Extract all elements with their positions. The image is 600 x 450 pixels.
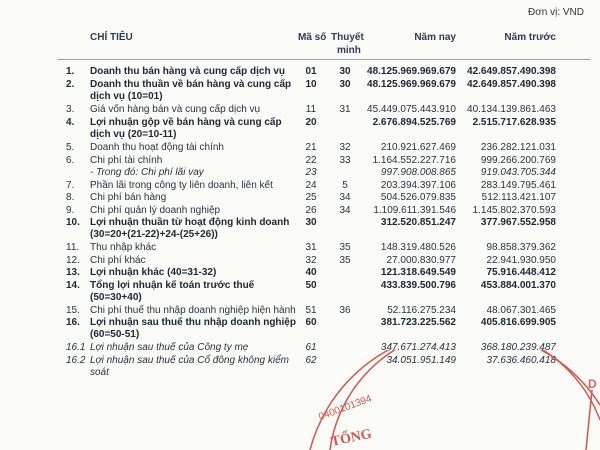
row-previous-year: 512.113.421.107	[481, 192, 556, 203]
row-item-name: Chi phí tài chính	[90, 155, 163, 166]
row-number: 11.	[66, 242, 80, 253]
row-note: 34	[339, 192, 351, 203]
header-divider	[58, 59, 590, 60]
row-number: 9.	[66, 205, 75, 216]
row-code: 01	[305, 66, 317, 77]
row-current-year: 34.051.951.149	[386, 355, 456, 366]
row-item-name: Lợi nhuận sau thuế của Cổ đông không kiểm soát	[90, 355, 289, 378]
row-number: 15.	[66, 305, 80, 316]
seal-right-rim	[586, 390, 592, 450]
seal-fragment: D	[588, 377, 597, 391]
row-number: 8.	[66, 192, 75, 203]
row-item-name: - Trong đó: Chi phí lãi vay	[90, 167, 204, 178]
row-code: 21	[305, 142, 317, 153]
row-note: 30	[339, 66, 351, 77]
row-number: 3.	[66, 104, 75, 115]
row-previous-year: 919.043.705.344	[480, 167, 556, 178]
row-number: 6.	[66, 155, 75, 166]
row-number: 13.	[66, 267, 80, 278]
row-item-name: Tổng lợi nhuận kế toán trước thuế (50=30+40)	[90, 280, 255, 303]
row-code: 20	[305, 117, 317, 128]
row-current-year: 504.526.079.835	[380, 192, 456, 203]
row-code: 51	[305, 305, 317, 316]
row-current-year: 347.671.274.413	[380, 342, 456, 353]
row-current-year: 48.125.969.969.679	[367, 66, 456, 77]
row-number: 16.1	[66, 342, 86, 353]
row-number: 2.	[66, 79, 75, 90]
seal-tax-code: 0400101394	[317, 393, 374, 423]
row-previous-year: 283.149.795.461	[480, 180, 556, 191]
row-code: 10	[305, 79, 317, 90]
header-item: CHỈ TIÊU	[90, 32, 133, 43]
row-item-name: Phần lãi trong công ty liên doanh, liên kết	[90, 180, 273, 191]
row-note: 5	[342, 180, 348, 191]
row-previous-year: 405.816.699.905	[480, 317, 556, 328]
row-current-year: 203.394.397.106	[380, 180, 456, 191]
row-previous-year: 98.858.379.362	[486, 242, 556, 253]
header-note-line2: minh	[337, 45, 361, 56]
row-number: 7.	[66, 180, 75, 191]
row-note: 35	[339, 255, 351, 266]
row-item-name: Chi phí quản lý doanh nghiệp	[90, 205, 221, 216]
row-previous-year: 999.266.200.769	[480, 155, 556, 166]
row-current-year: 381.723.225.562	[380, 317, 456, 328]
row-number: 14.	[66, 280, 80, 291]
row-item-name: Lợi nhuận sau thuế của Công ty mẹ	[90, 342, 249, 353]
row-current-year: 210.921.627.469	[380, 142, 456, 153]
row-number: 10.	[66, 217, 80, 228]
row-current-year: 48.125.969.969.679	[367, 79, 456, 90]
row-previous-year: 40.134.139.861.463	[467, 104, 556, 115]
row-current-year: 2.676.894.525.769	[372, 117, 456, 128]
row-current-year: 997.908.008.865	[380, 167, 456, 178]
row-current-year: 1.164.552.227.716	[372, 155, 456, 166]
row-note: 35	[339, 242, 351, 253]
row-current-year: 1.109.611.391.546	[373, 205, 456, 216]
header-current-year: Năm nay	[414, 32, 456, 43]
row-number: 5.	[66, 142, 75, 153]
seal-word: TỔNG	[329, 426, 374, 450]
row-note: 32	[339, 142, 351, 153]
row-code: 62	[305, 355, 317, 366]
row-note: 36	[339, 305, 351, 316]
header-code: Mã số	[298, 32, 327, 43]
row-number: 1.	[66, 66, 75, 77]
row-current-year: 27.000.830.977	[386, 255, 456, 266]
row-current-year: 433.839.500.796	[380, 280, 456, 291]
row-code: 24	[305, 180, 317, 191]
row-current-year: 121.318.649.549	[380, 267, 456, 278]
header-previous-year: Năm trước	[504, 32, 556, 43]
row-item-name: Thu nhập khác	[90, 242, 157, 253]
row-previous-year: 22.941.930.950	[486, 255, 556, 266]
header-note-line1: Thuyết	[331, 32, 364, 43]
row-code: 31	[305, 242, 317, 253]
row-item-name: Doanh thu thuần về bán hàng và cung cấp dịch vụ (10=01)	[90, 79, 292, 102]
row-number: 4.	[66, 117, 75, 128]
row-note: 33	[339, 155, 351, 166]
row-note: 30	[339, 79, 351, 90]
row-note: 34	[339, 205, 351, 216]
row-item-name: Chi phí khác	[90, 255, 146, 266]
row-note: 31	[339, 104, 351, 115]
row-number: 12.	[66, 255, 80, 266]
row-item-name: Lợi nhuận sau thuế thu nhập doanh nghiệp (60=50-51)	[90, 317, 296, 340]
row-previous-year: 37.636.460.418	[486, 355, 556, 366]
row-previous-year: 75.916.448.412	[486, 267, 556, 278]
row-item-name: Doanh thu hoạt động tài chính	[90, 142, 224, 153]
row-code: 61	[305, 342, 317, 353]
row-number: 16.2	[66, 355, 86, 366]
row-item-name: Chi phí bán hàng	[90, 192, 167, 203]
row-previous-year: 368.180.239.487	[480, 342, 556, 353]
row-current-year: 52.116.275.234	[387, 305, 456, 316]
row-code: 26	[305, 205, 317, 216]
row-previous-year: 377.967.552.958	[480, 217, 556, 228]
row-number: 16.	[66, 317, 80, 328]
row-item-name: Chi phí thuế thu nhập doanh nghiệp hiện hành	[90, 305, 296, 316]
row-code: 23	[305, 167, 317, 178]
row-previous-year: 1.145.802.370.593	[472, 205, 556, 216]
row-current-year: 148.319.480.526	[380, 242, 456, 253]
row-code: 22	[305, 155, 317, 166]
row-previous-year: 236.282.121.031	[480, 142, 556, 153]
row-previous-year: 2.515.717.628.935	[472, 117, 556, 128]
row-code: 30	[305, 217, 317, 228]
row-item-name: Doanh thu bán hàng và cung cấp dịch vụ	[90, 66, 286, 77]
row-item-name: Lợi nhuận thuần từ hoạt động kinh doanh (30=20+(21-22)+24-(25+26))	[90, 217, 290, 240]
row-current-year: 45.449.075.443.910	[367, 104, 456, 115]
row-item-name: Giá vốn hàng bán và cung cấp dịch vụ	[90, 104, 261, 115]
row-previous-year: 453.884.001.370	[480, 280, 556, 291]
row-code: 11	[305, 104, 317, 115]
unit-label: Đơn vị: VND	[527, 7, 584, 18]
row-previous-year: 48.067.301.465	[486, 305, 556, 316]
row-code: 25	[305, 192, 317, 203]
row-previous-year: 42.649.857.490.398	[467, 66, 556, 77]
row-item-name: Lợi nhuận khác (40=31-32)	[90, 267, 217, 278]
row-current-year: 312.520.851.247	[380, 217, 456, 228]
row-code: 50	[305, 280, 317, 291]
row-code: 32	[305, 255, 317, 266]
row-code: 40	[305, 267, 317, 278]
row-previous-year: 42.649.857.490.398	[467, 79, 556, 90]
row-item-name: Lợi nhuận gộp về bán hàng và cung cấp dịch vụ (20=10-11)	[90, 117, 282, 140]
row-code: 60	[305, 317, 317, 328]
